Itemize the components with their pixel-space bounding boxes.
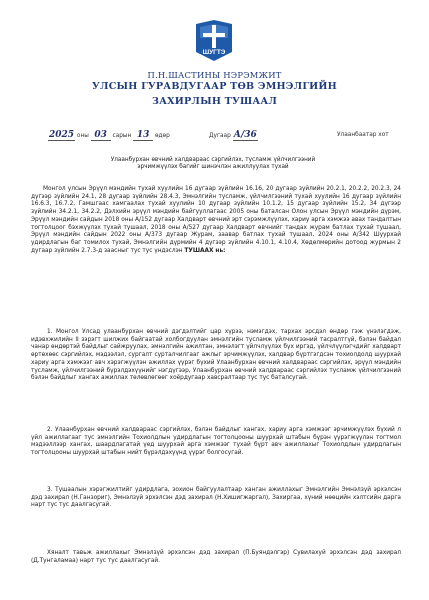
number-label: Дугаар: [209, 133, 231, 139]
order-date: [48, 130, 170, 141]
number-value: А/36: [233, 130, 257, 140]
preamble-paragraph: [31, 186, 401, 255]
city: Улаанбаатар хот: [337, 132, 389, 138]
header-line-2: УЛСЫН ГУРАВДУГААР ТӨВ ЭМНЭЛГИЙН: [92, 81, 337, 92]
date-month-suffix: сарын: [112, 133, 132, 139]
preamble-text: Монгол улсын Эрүүл мэндийн тухай хуулийн 16 дугаар зүйлийн 16.16, 20 дугаар зүйлийн 20.2.1, 20.2.2, 20.2.3, 24 дүгээр зүйлийн 24.1, 28 дугаар зүйлийн 28.4.3, Эмнэлгийн тусламж, үйлчилгээний тухай хуулийн 16 дугаар зүйлийн 16.6.3, 16.7.2, Гамшгаас хамгаалах тухай хуулийн 10 дугаар зүйлийн 10.1.2, 15 дугаар зүйлийн 15.2, 34 дүгээр зүйлийн 34.2.1, 34.2.2, Дэлхийн эрүүл мэндийн байгууллагаас 2005 оны баталсан Олон улсын Эрүүл мэндийн дүрэм, Эрүүл мэндийн сайдын 2018 оны А/152 дугаар Халдварт өвчний эрт сэрэмжлүүлэх, хариу арга хэмжээ авах тандалтын тогтолцоог бэхжүүлэх тухай тушаал, 2018 оны А/527 дугаар Халдварт өвчнийг тандах журам батлах тухай тушаал, Эрүүл мэндийн сайдын 2022 оны А/373 дугаар Журам, заавар батлах тухай тушаал, 2024 оны А/342 Шуурхай удирдлагын баг томилох тухай, Эмнэлгийн дүрмийн 4 дүгээр зүйлийн 4.10.1, 4.10.4, Хөдөлмөрийн дотоод журмын 2 дугаар зүйлийн 2.7.3-д заасныг тус тус үндэслэн: [31, 186, 401, 254]
date-year-suffix: оны: [76, 133, 89, 139]
order-subject: Улаанбурхан өвчний халдвараас сэргийлэх, тусламж үйлчилгээний эрчимжүүлэх багийг шинэчлэн ажиллуулах тухай: [110, 157, 316, 170]
header-line-1: П.Н.ШАСТИНЫ НЭРЭМЖИТ: [147, 70, 282, 80]
clause-1: 1. Монгол Улсад улаанбурхан өвчний дэгдэлтийг цар хүрээ, нэмэгдэх, тархах эрсдэл өндөр гэж үнэлэгдэж, идэвхжилийн II зэрэгт шилжих байгаатай холбогдуулан эмнэлгийн тусламж үйлчилгээний тасралтгүй, бэлэн байдал чанар өндөртэй байдлыг сайжруулах, эмнэлгийн ажилтан, эмнэлэгт үйлчлүүлэх бүх иргэд, үйлчлүүлэгчдийг халдварт өртөхөөс сэргийлэх, мэдээлэл, сургалт сурталчилгааг ажлыг эрчимжүүлэх, халдвар бүртгэгдсэн тохиолдолд шуурхай хариу арга хэмжээг авч хэрэгжүүлэн ажиллах үүрэг бүхий Улаанбурхан өвчний халдвараас сэргийлэх, эрүүл мэндийн тусламж, үйлчилгээний бүрэлдэхүүнийг нэгдүгээр, Улаанбурхан өвчний халдвараас сэргийлэх тусламж үйлчилгээний бэлэн байдлыг хангах ажиллах төлөвлөгөөг хоёрдугаар хавсралтаар тус тус баталсугай.: [31, 329, 401, 382]
clause-2: 2. Улаанбурхан өвчний халдвараас сэргийлэх, бэлэн байдлыг хангах, хариу арга хэмжээг эрчимжүүлэх бүхий л үйл ажиллагааг тус эмнэлгийн Тохиолдлын удирдлагын тогтолцооны шуурхай штабын бүрэн үүрэгжүүлэн тогтмол мэдээллээр хангах, шаардлагатай үед шуурхай арга хэмжээг тухай бүрт авч ажиллахыг Тохиолдлын удирдлагын тогтолцооны шуурхай штабын нийт бүрэлдэхүүнд үүрэг болгосугай.: [31, 427, 401, 457]
date-month: 03: [91, 130, 111, 141]
clause-4: Хяналт тавьж ажиллахыг Эмнэлзүй эрхэлсэн дэд захирал (П.Буяндэлгэр) Сувилахуй эрхэлсэн дэд захирал (Д.Тунгаламаа) нарт тус тус даалгасугай.: [31, 550, 401, 564]
clause-3: 3. Тушаалын хэрэгжилтийг удирдлага, зохион байгуулалтаар ханган ажиллахыг Эмнэлгийн Эмнэлзүй эрхэлсэн дэд захирал (Н.Ганзориг), Эмнэлзүй эрхэлсэн дэд захирал (Н.Хишигжаргал), Захиргаа, хүний нөөцийн хэлтсийн дарга нарт тус тус даалгасугай.: [31, 487, 401, 509]
logo-text: ШУГТЭ: [202, 49, 226, 56]
date-day: 13: [133, 130, 153, 141]
order-verb: ТУШААХ нь:: [184, 247, 226, 254]
hospital-logo: [191, 18, 237, 64]
order-number: [209, 130, 258, 141]
date-day-suffix: өдөр: [155, 133, 170, 139]
header-line-3: ЗАХИРЛЫН ТУШААЛ: [151, 96, 278, 107]
date-year: 2025: [49, 130, 75, 140]
